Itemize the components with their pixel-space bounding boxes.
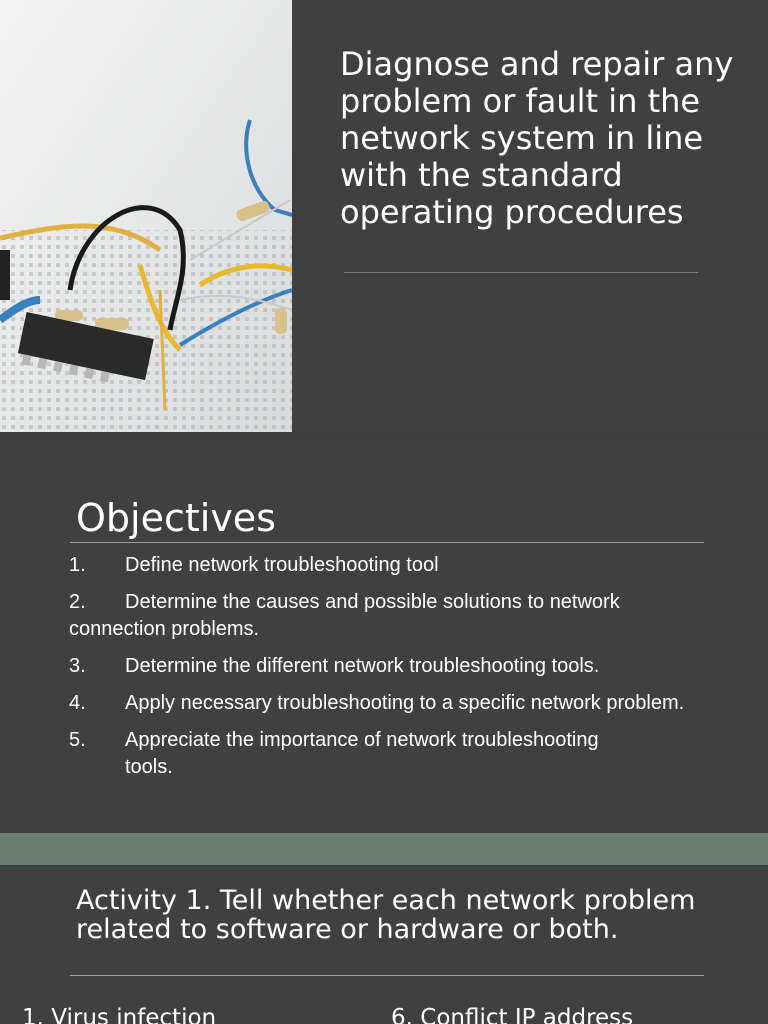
activity-slide bbox=[0, 866, 768, 1024]
activity-heading: Activity 1. Tell whether each network problem related to software or hardware or both. bbox=[76, 885, 696, 945]
slide-separator bbox=[0, 833, 768, 865]
list-item: 2. Determine the causes and possible solutions to network connection problems. bbox=[69, 591, 620, 640]
title-slide bbox=[0, 0, 768, 432]
objectives-slide bbox=[0, 434, 768, 832]
list-item: 3. Determine the different network troubleshooting tools. bbox=[69, 655, 600, 677]
list-item: 5. Appreciate the importance of network troubleshooting tools. bbox=[69, 729, 599, 778]
objectives-list bbox=[69, 552, 709, 791]
list-item: 1. Define network troubleshooting tool bbox=[69, 554, 439, 576]
title-underline bbox=[344, 272, 698, 273]
breadboard-photo bbox=[0, 0, 292, 432]
list-item: 4. Apply necessary troubleshooting to a specific network problem. bbox=[69, 692, 685, 714]
activity-item: 1. Virus infection bbox=[22, 1005, 217, 1024]
slide-title: Diagnose and repair any problem or fault in the network system in line with the standard operating procedures bbox=[340, 45, 734, 231]
objectives-heading: Objectives bbox=[76, 496, 276, 540]
heading-underline bbox=[70, 975, 704, 976]
heading-underline bbox=[70, 542, 704, 543]
activity-item: 6. Conflict IP address bbox=[391, 1005, 634, 1024]
